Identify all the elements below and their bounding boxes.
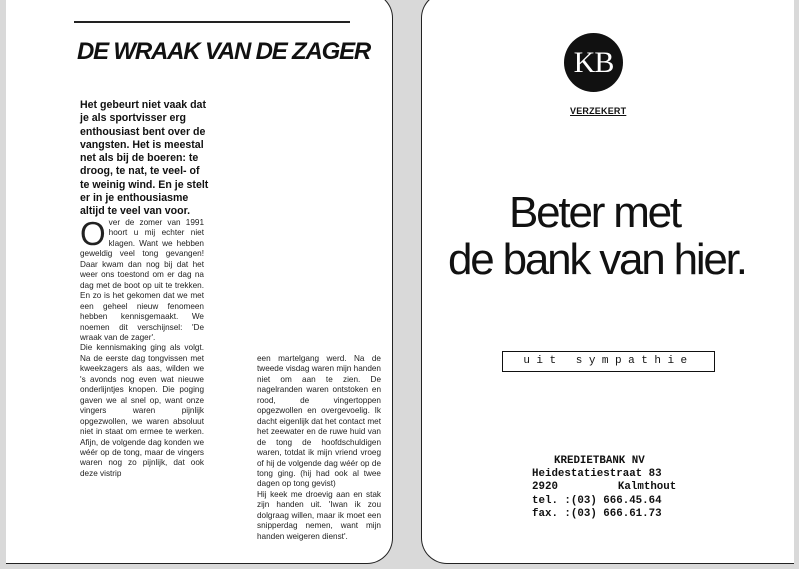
left-page: [6, 0, 393, 564]
slogan-line-1: Beter met: [509, 188, 680, 237]
ad-slogan: [448, 189, 798, 283]
kb-logo: KB: [564, 33, 623, 92]
right-page: [421, 0, 794, 564]
paragraph: Hij keek me droevig aan en stak zijn handen uit. 'Iwan ik zou dolgraag willen, maar ik moet een snipperdag nemen, want mijn handen weigeren dienst'.: [257, 489, 381, 541]
paragraph: een martelgang werd. Na de tweede visdag waren mijn handen niet om aan te zien. De nagelranden waren ontstoken en rood, de vingertoppen opgezwollen en overgevoelig. Ik dacht eigenlijk dat het contact met het zeewater en de ruwe huid van de tong de hoofdschuldigen waren, totdat ik mijn vriend vroeg of hij de volgende dag wéér op de tong ging. (hij had ook al twee dagen op tong gevist): [257, 354, 381, 489]
article-column-2: [257, 354, 381, 542]
bank-address: [532, 455, 676, 521]
city: Kalmthout: [617, 481, 677, 494]
bank-name: KREDIETBANK NV: [554, 455, 645, 467]
article-column-1: [80, 215, 204, 479]
paragraph: [80, 215, 204, 343]
article-title: DE WRAAK VAN DE ZAGER: [77, 38, 371, 65]
article-intro: Het gebeurt niet vaak dat je als sportvisser erg enthousiast bent over de vangsten. Het is meestal net als bij de boeren: te droog, te nat, te veel- of te weinig wind. En je stelt er in je enthousiasme altijd te veel van voor.: [80, 99, 209, 218]
postcode-city: [532, 481, 676, 494]
drop-cap: O: [80, 215, 106, 252]
slogan-line-2: de bank van hier.: [448, 235, 746, 284]
insured-label: VERZEKERT: [570, 106, 627, 116]
fax: fax. :(03) 666.61.73: [532, 507, 662, 520]
paragraph: Die kennismaking ging als volgt. Na de eerste dag tongvissen met kweekzagers als aas, wilden we 's avonds nog even wat nieuwe onderlijntjes knopen. Die poging gaven we al snel op, want onze vingers waren pijnlijk opgezwollen, we waren absoluut niet in staat om ermee te werken. Afijn, de volgende dag konden we wéér op de tong, maar de vingers waren nog zo pijnlijk, dat ook deze vistrip: [80, 343, 204, 478]
paragraph-text: ver de zomer van 1991 hoort u mij echter niet klagen. Want we hebben geweldig veel tong gevangen! Daar kwam dan nog bij dat het weer ons toestond om er dag na dag met de boot op uit te trekken. En zo is het gekomen dat we met een geheel nieuw fenomeen hebben kennisgemaakt. We noemen dit verschijnsel: 'De wraak van de zager'.: [80, 218, 204, 342]
street: Heidestatiestraat 83: [532, 468, 662, 481]
postcode: 2920: [532, 481, 558, 494]
telephone: tel. :(03) 666.45.64: [532, 494, 662, 507]
title-rule: [74, 21, 350, 23]
sympathy-box: uit sympathie: [502, 351, 715, 372]
